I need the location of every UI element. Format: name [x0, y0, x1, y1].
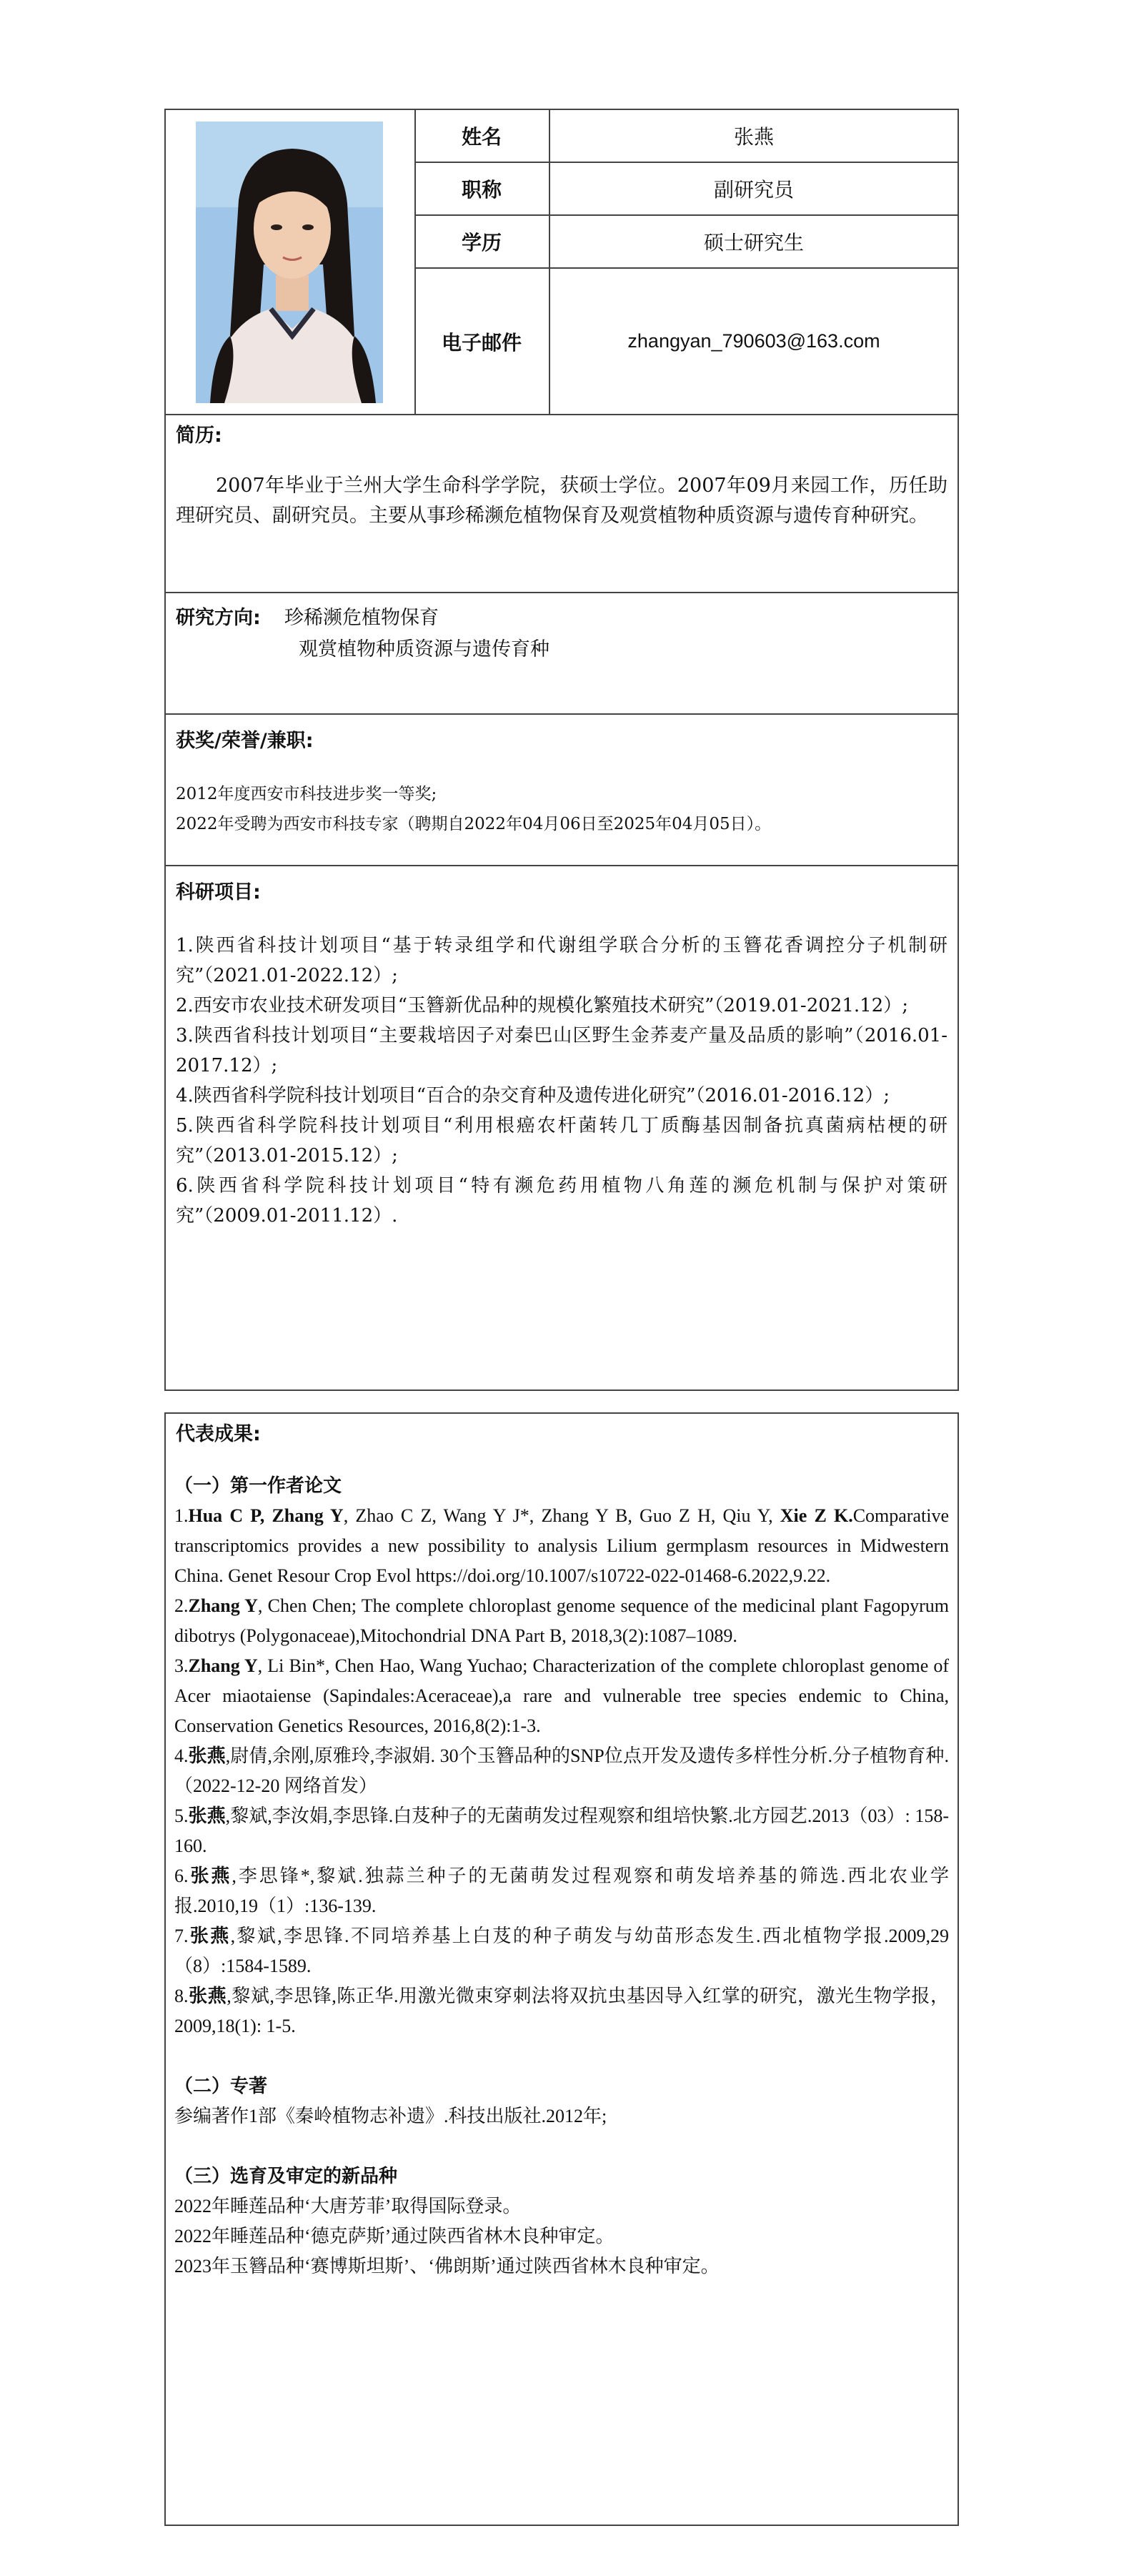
project-item: 3.陕西省科技计划项目“主要栽培因子对秦巴山区野生金荞麦产量及品质的影响”（2016.01-2017.12）;	[176, 1025, 948, 1076]
education-label: 学历	[414, 216, 550, 267]
achievements-heading: 代表成果:	[176, 1423, 261, 1445]
cultivars-heading: （三）选育及审定的新品种	[174, 2166, 398, 2186]
profile-sheet	[164, 109, 959, 1391]
email-row	[414, 269, 958, 414]
education-row	[414, 216, 958, 269]
portrait-photo	[196, 122, 383, 403]
books-text: 参编著作1部《秦岭植物志补遗》.科技出版社.2012年;	[174, 2106, 607, 2126]
paper-item: 7.张燕,黎斌,李思锋.不同培养基上白芨的种子萌发与幼苗形态发生.西北植物学报.2009,29（8）:1584-1589.	[174, 1926, 949, 1976]
projects-heading: 科研项目:	[176, 881, 261, 903]
title-label: 职称	[414, 163, 550, 214]
name-value: 张燕	[733, 125, 774, 149]
cultivar-item: 2022年睡莲品种‘德克萨斯’通过陕西省林木良种审定。	[174, 2226, 615, 2246]
paper-item: 6.张燕,李思锋*,黎斌.独蒜兰种子的无菌萌发过程观察和萌发培养基的筛选.西北农业学报.2010,19（1）:136-139.	[174, 1866, 949, 1916]
cultivar-item: 2023年玉簪品种‘赛博斯坦斯’、‘佛朗斯’通过陕西省林木良种审定。	[174, 2256, 720, 2277]
paper-item: 1.Hua C P, Zhang Y, Zhao C Z, Wang Y J*, Zhang Y B, Guo Z H, Qiu Y, Xie Z K.Comparative transcriptomics provides a new possibility to analysis Lilium germplasm resources in Midwestern China. Genet Resour Crop Evol https://doi.org/10.1007/s10722-022-01468-6.2022,9.22.	[174, 1505, 949, 1586]
name-row	[414, 110, 958, 163]
books-heading: （二）专著	[174, 2076, 268, 2096]
education-value: 硕士研究生	[703, 231, 804, 254]
title-value: 副研究员	[713, 178, 794, 202]
achievements-body	[174, 1471, 949, 2282]
project-item: 4.陕西省科学院科技计划项目“百合的杂交育种及遗传进化研究”（2016.01-2016.12）;	[176, 1085, 890, 1106]
award-item: 2012年度西安市科技进步奖一等奖;	[176, 785, 437, 803]
cultivar-item: 2022年睡莲品种‘大唐芳菲’取得国际登录。	[174, 2196, 522, 2216]
email-label: 电子邮件	[414, 269, 550, 414]
achievements-sheet	[164, 1412, 959, 2526]
research-line-2: 观赏植物种质资源与遗传育种	[299, 638, 549, 660]
project-item: 1.陕西省科技计划项目“基于转录组学和代谢组学联合分析的玉簪花香调控分子机制研究”（2021.01-2022.12）;	[176, 935, 948, 986]
paper-item: 5.张燕,黎斌,李汝娟,李思锋.白芨种子的无菌萌发过程观察和组培快繁.北方园艺.2013（03）: 158-160.	[174, 1805, 949, 1856]
paper-item: 2.Zhang Y, Chen Chen; The complete chloroplast genome sequence of the medicinal plant Fagopyrum dibotrys (Polygonaceae),Mitochondrial DNA Part B, 2018,3(2):1087–1089.	[174, 1595, 949, 1646]
project-item: 2.西安市农业技术研发项目“玉簪新优品种的规模化繁殖技术研究”（2019.01-2021.12）;	[176, 995, 908, 1016]
name-label: 姓名	[414, 110, 550, 162]
bio-text: 2007年毕业于兰州大学生命科学学院，获硕士学位。2007年09月来园工作，历任助理研究员、副研究员。主要从事珍稀濒危植物保育及观赏植物种质资源与遗传育种研究。	[176, 475, 948, 527]
award-item: 2022年受聘为西安市科技专家（聘期自2022年04月06日至2025年04月05日）。	[176, 815, 772, 833]
profile-info-table	[166, 110, 958, 415]
projects-list	[176, 931, 948, 1231]
email-value: zhangyan_790603@163.com	[627, 330, 880, 352]
awards-heading: 获奖/荣誉/兼职:	[176, 730, 314, 752]
title-row	[414, 163, 958, 216]
paper-item: 4.张燕,尉倩,余刚,原雅玲,李淑娟. 30个玉簪品种的SNP位点开发及遗传多样性分析.分子植物育种.（2022-12-20 网络首发）	[174, 1745, 949, 1796]
project-item: 5.陕西省科学院科技计划项目“利用根癌农杆菌转几丁质酶基因制备抗真菌病枯梗的研究”（2013.01-2015.12）;	[176, 1115, 948, 1166]
papers-heading: （一）第一作者论文	[174, 1475, 342, 1496]
bio-section	[166, 414, 958, 593]
research-section	[166, 593, 958, 715]
projects-section	[166, 866, 958, 1389]
paper-item: 3.Zhang Y, Li Bin*, Chen Hao, Wang Yuchao; Characterization of the complete chloroplast genome of Acer miaotaiense (Sapindales:Aceraceae),a rare and vulnerable tree species endemic to China, Conservation Genetics Resources, 2016,8(2):1-3.	[174, 1655, 949, 1736]
paper-item: 8.张燕,黎斌,李思锋,陈正华.用激光微束穿刺法将双抗虫基因导入红掌的研究，激光生物学报，2009,18(1): 1-5.	[174, 1986, 949, 2036]
research-heading: 研究方向:	[176, 607, 261, 629]
project-item: 6.陕西省科学院科技计划项目“特有濒危药用植物八角莲的濒危机制与保护对策研究”（2009.01-2011.12）.	[176, 1175, 948, 1227]
awards-section	[166, 715, 958, 866]
bio-heading: 简历:	[176, 425, 222, 447]
research-line-1: 珍稀濒危植物保育	[284, 607, 439, 629]
photo-cell	[166, 110, 416, 414]
